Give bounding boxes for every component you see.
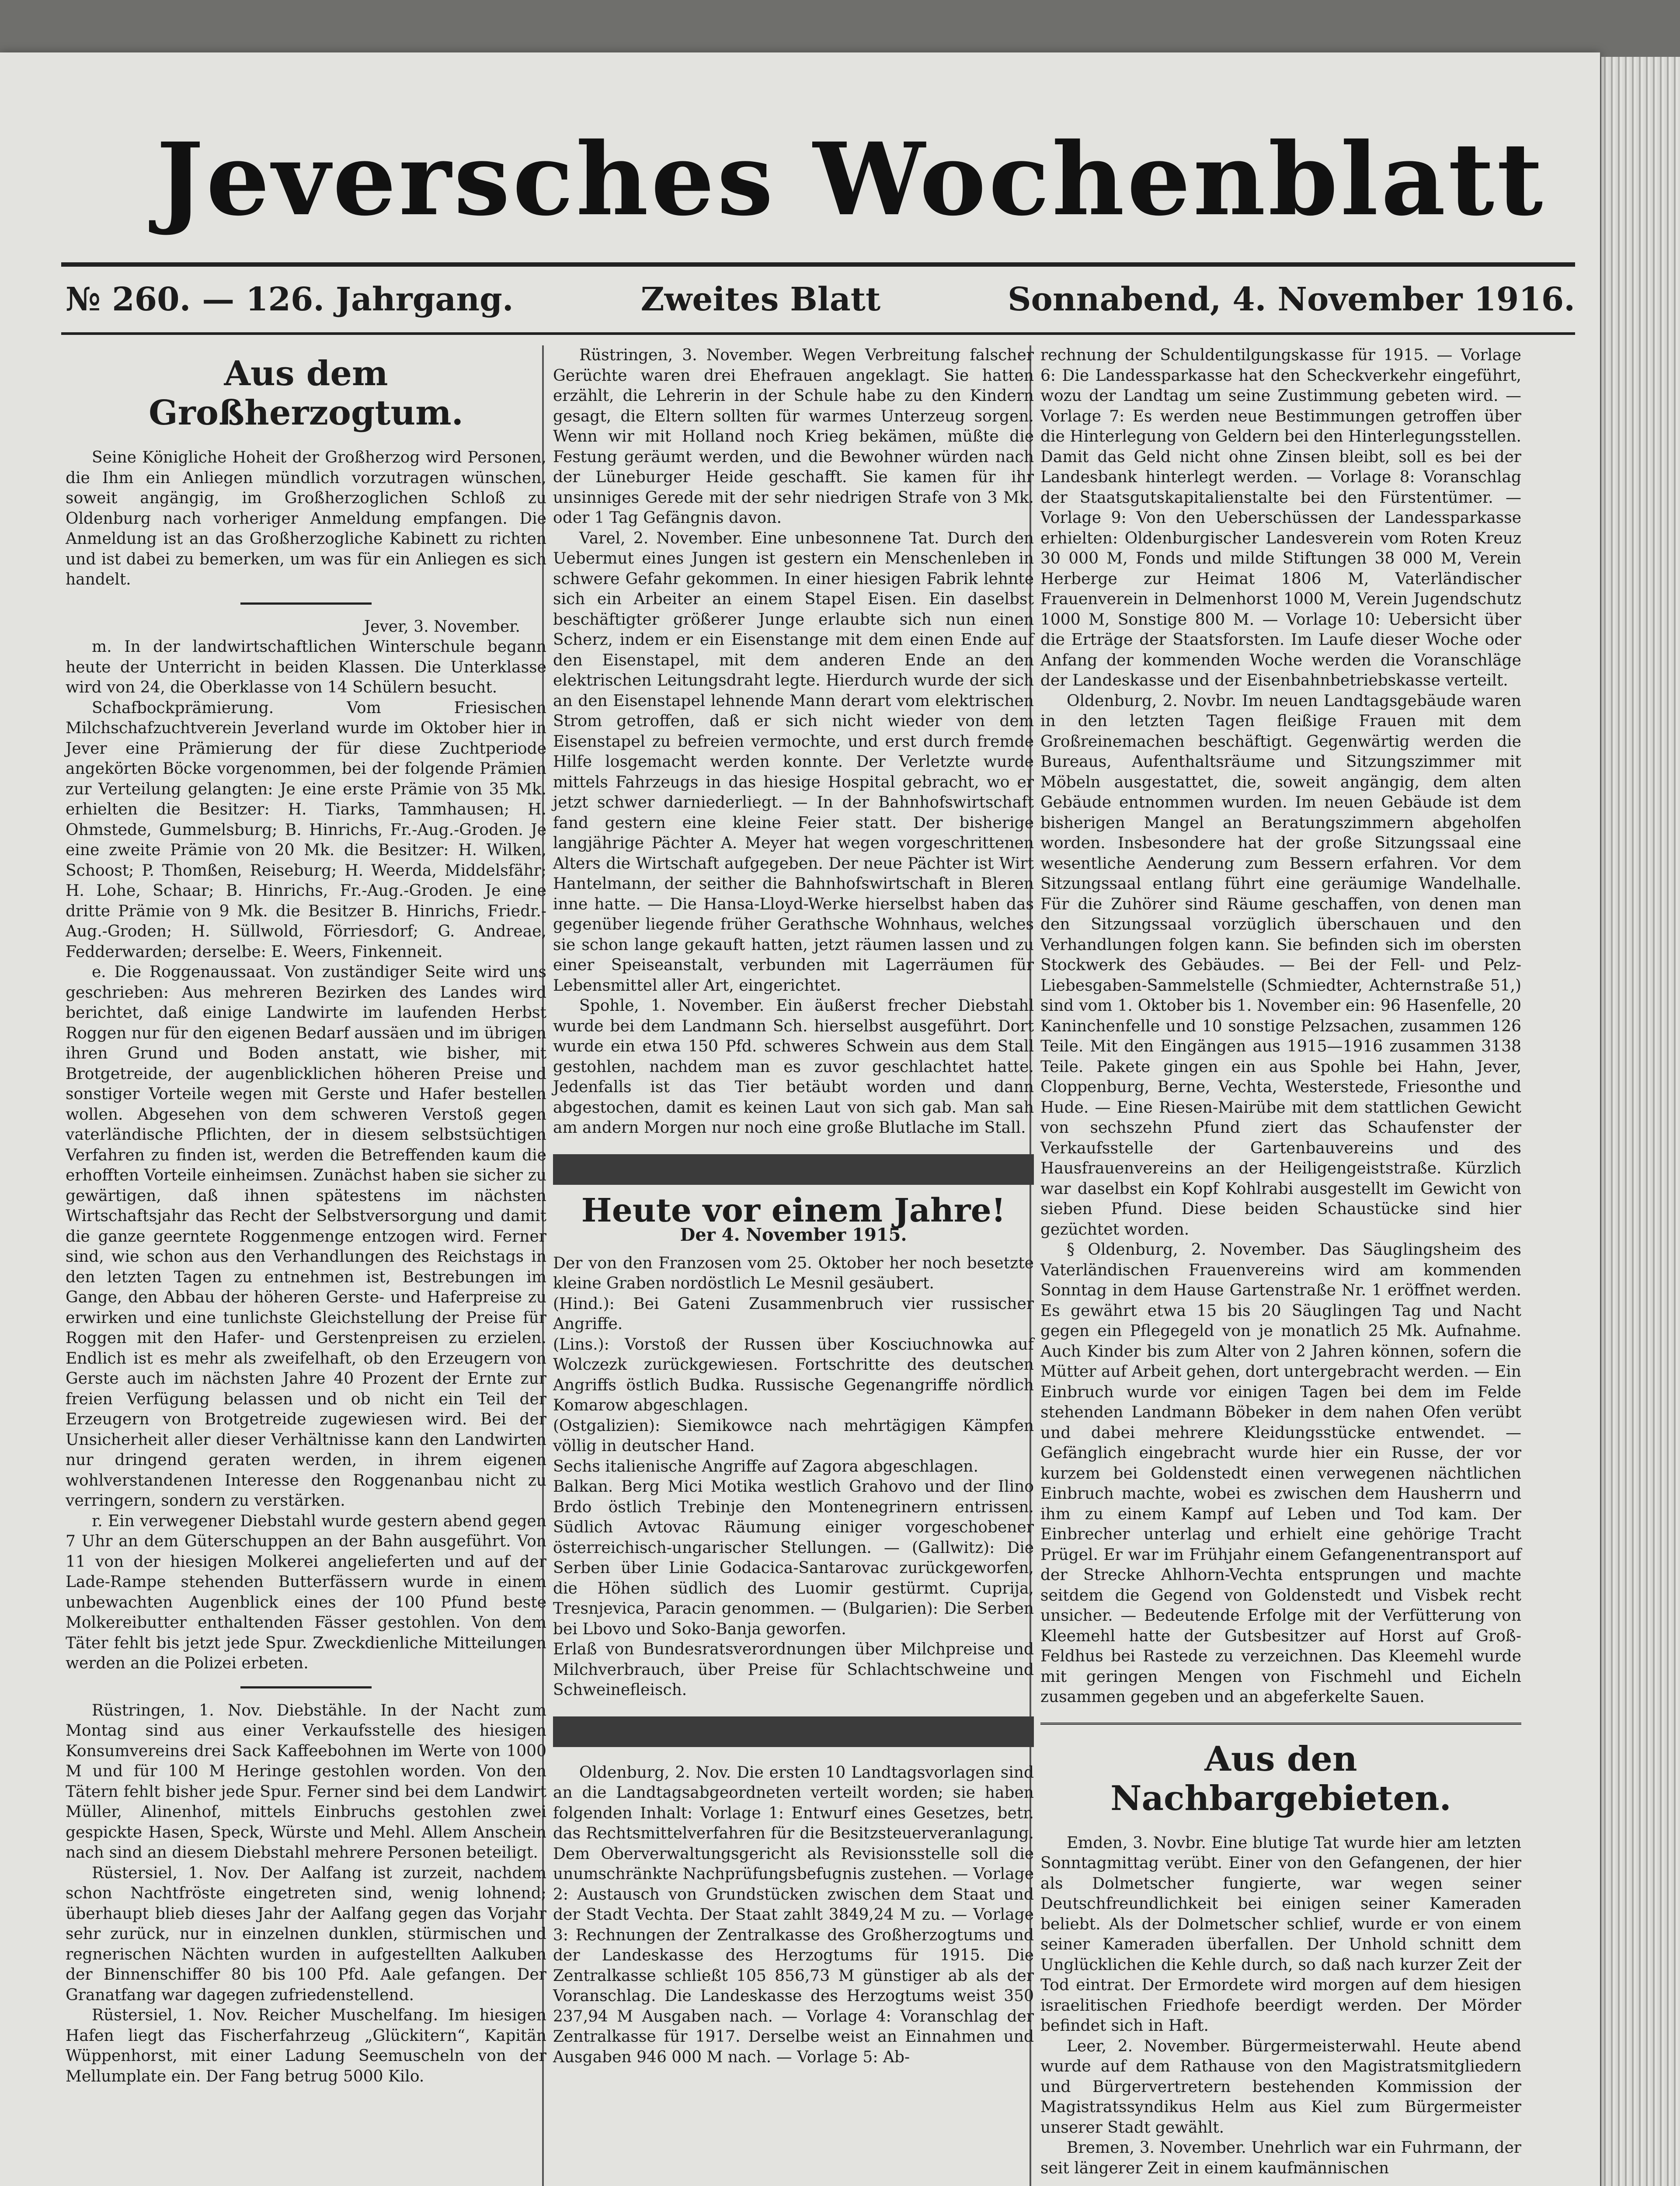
article-paragraph: Oldenburg, 2. Novbr. Im neuen Landtagsgebäude waren in den letzten Tagen fleißige Frauen mit dem Großreinemachen beschäftigt. Gegenwärtig werden die Bureaus, Aufenthaltsräume und Sitzungszimmer mit Möbeln ausgestattet, die, soweit angängig, dem alten Gebäude entnommen wurden. Im neuen Gebäude ist dem bisherigen Mangel an Beratungszimmern abgeholfen worden. Insbesondere hat der große Sitzungssaal eine wesentliche Aenderung zum Bessern erfahren. Vor dem Sitzungssaal entlang führt eine geräumige Wandelhalle. Für die Zuhörer sind Räume geschaffen, von denen man den Sitzungssaal vorzüglich überschauen und den Verhandlungen folgen kann. Sie befinden sich im obersten Stockwerk des Gebäudes. — Bei der Fell- und Pelz-Liebesgaben-Sammelstelle (Schmiedter, Achternstraße 51,) sind vom 1. Oktober bis 1. November ein: 96 Hasenfelle, 20 Kaninchenfelle und 10 sonstige Pelzsachen, zusammen 126 Teile. Mit den Eingängen aus 1915—1916 zusammen 3138 Teile. Pakete gingen ein aus Spohle bei Hahn, Jever, Cloppenburg, Berne, Vechta, Westerstede, Friesonthe und Hude. — Eine Riesen-Mairübe mit dem stattlichen Gewicht von sechszehn Pfund ziert das Schaufenster der Verkaufsstelle der Gartenbauvereins und des Hausfrauenvereins an der Heiligengeiststraße. Kürzlich war daselbst ein Kopf Kohlrabi ausgestellt im Gewicht von sieben Pfund. Diese beiden Schaustücke sind hier gezüchtet worden. [1040,692,1521,1239]
heute-vor-einem-jahre-heading: Heute vor einem Jahre! [581,1191,1006,1229]
chronicle-entry: (Hind.): Bei Gateni Zusammenbruch vier russischer Angriffe. [553,1295,1034,1333]
article-paragraph: Schafbockprämierung. Vom Friesischen Milchschafzuchtverein Jeverland wurde im Oktober hier in Jever eine Prämierung der für diese Zuchtperiode angekörten Böcke vorgenommen, bei der folgende Prämien zur Verteilung gelangten: Je eine erste Prämie von 35 Mk. erhielten die Besitzer: H. Tiarks, Tammhausen; H. Ohmstede, Gummelsburg; B. Hinrichs, Fr.-Aug.-Groden. Je eine zweite Prämie von 20 Mk. die Besitzer: H. Wilken, Schoost; P. Thomßen, Reiseburg; H. Weerda, Middelsfähr; H. Lohe, Schaar; B. Hinrichs, Fr.-Aug.-Groden. Je eine dritte Prämie von 9 Mk. die Besitzer B. Hinrichs, Friedr.-Aug.-Groden; H. Süllwold, Förriesdorf; G. Andreae, Fedderwarden; derselbe: E. Weers, Finkenneit. [66,699,546,961]
chronicle-entry: Erlaß von Bundesratsverordnungen über Milchpreise und Milchverbrauch, über Preise für Schlachtschweine und Schweinefleisch. [553,1640,1034,1699]
chronicle-entry: Sechs italienische Angriffe auf Zagora abgeschlagen. [553,1457,978,1476]
chronicle-entry: (Ostgalizien): Siemikowce nach mehrtägigen Kämpfen völlig in deutscher Hand. [553,1417,1034,1455]
article-paragraph: e. Die Roggenaussaat. Von zuständiger Seite wird uns geschrieben: Aus mehreren Bezirken des Landes wird berichtet, daß einige Landwirte im laufenden Herbst Roggen nur für den eigenen Bedarf aussäen und im übrigen ihren Grund und Boden anstatt, wie bisher, mit Brotgetreide, der augenblicklichen höheren Preise und sonstiger Vorteile wegen mit Gerste und Hafer bestellen wollen. Abgesehen von dem schweren Verstoß gegen vaterländische Pflichten, der in diesem selbstsüchtigen Verfahren zu finden ist, werden die Betreffenden kaum die erhofften Vorteile einheimsen. Zunächst haben sie sicher zu gewärtigen, daß ihnen spätestens im nächsten Wirtschaftsjahr das Recht der Selbstversorgung und damit die ganze geerntete Roggenmenge entzogen wird. Ferner sind, wie schon aus den Verhandlungen des Reichstags in den letzten Tagen zu entnehmen ist, Bestrebungen im Gange, den Abbau der höheren Gerste- und Haferpreise zu erwirken und eine tunlichste Gleichstellung der Preise für Roggen mit den Hafer- und Gerstenpreisen zu erzielen. Endlich ist es mehr als zweifelhaft, ob den Erzeugern von Gerste auch im nächsten Jahre 40 Prozent der Ernte zur freien Verfügung belassen und ob nicht ein Teil der Erzeugern von Brotgetreide zugewiesen wird. Bei der Unsicherheit aller dieser Verhältnisse kann den Landwirten nur dringend geraten werden, in ihrem eigenen wohlverstandenen Interesse den Roggenanbau nicht zu verringern, sondern zu verstärken. [66,963,546,1510]
masthead [66,87,1636,271]
article-paragraph: m. In der landwirtschaftlichen Winterschule begann heute der Unterricht in beiden Klassen. Die Unterklasse wird von 24, die Oberklasse von 14 Schülern besucht. [66,638,546,696]
dateline: Jever, 3. November. [364,617,520,636]
issue-info-row [66,267,1575,332]
masthead-bottom-rule [61,332,1575,335]
article-paragraph: Seine Königliche Hoheit der Großherzog wird Personen, die Ihm ein Anliegen mündlich vorzutragen wünschen, soweit angängig, im Großherzoglichen Schloß zu Oldenburg nach vorheriger Anmeldung empfangen. Die Anmeldung ist an das Großherzogliche Kabinett zu richten und ist dabei zu bemerken, um was für ein Anliegen es sich handelt. [66,449,546,588]
article-paragraph: r. Ein verwegener Diebstahl wurde gestern abend gegen 7 Uhr an dem Güterschuppen an der Bahn ausgeführt. Von 11 von der hiesigen Molkerei angelieferten und auf der Lade-Rampe stehenden Butterfässern wurde in einem unbewachten Augenblick eines der 100 Pfund beste Molkereibutter enthaltenden Fässer gestohlen. Von dem Täter fehlt bis jetzt jede Spur. Zweckdienliche Mitteilungen werden an die Polizei erbeten. [66,1512,546,1672]
column-right [1040,345,1521,2179]
column-left [66,345,546,2087]
separator [240,602,372,605]
article-paragraph: Rüstersiel, 1. Nov. Der Aalfang ist zurzeit, nachdem schon Nachtfröste eingetreten sind, wenig lohnend; überhaupt blieb dieses Jahr der Aalfang gegen das Vorjahr sehr zurück, nur in einzelnen dunklen, stürmischen und regnerischen Nächten wurden in aufgestellten Aalkuben der Binnenschiffer 80 bis 100 Pfd. Aale gefangen. Der Granatfang war dagegen zufriedenstellend. [66,1864,546,2004]
section-label: Zweites Blatt [640,281,881,318]
chronicle-entry: Der von den Franzosen vom 25. Oktober her noch besetzte kleine Graben nordöstlich Le Mesnil gesäubert. [553,1254,1034,1292]
article-paragraph: Rüstersiel, 1. Nov. Reicher Muschelfang. Im hiesigen Hafen liegt das Fischerfahrzeug „Glückitern“, Kapitän Wüppenhorst, mit einer Ladung Seemuscheln von der Mellumplate ein. Der Fang betrug 5000 Kilo. [66,2006,546,2085]
issue-date: Sonnabend, 4. November 1916. [1008,281,1575,318]
section-heading: Aus den Nachbargebieten. [1110,1739,1451,1818]
article-paragraph: Varel, 2. November. Eine unbesonnene Tat. Durch den Uebermut eines Jungen ist gestern ein Menschenleben in schwere Gefahr gekommen. In einer hiesigen Fabrik lehnte sich ein Arbeiter an einem Stapel Eisen. Ein daselbst beschäftigter größerer Junge erlaubte sich nun einen Scherz, indem er ein Eisenstange mit dem einen Ende auf den Eisenstapel, mit dem anderen Ende an den elektrischen Leitungsdraht legte. Hierdurch wurde der sich an den Eisenstapel lehnende Mann derart vom elektrischen Strom getroffen, daß er sich nicht wieder von dem Eisenstapel zu befreien vermochte, und erst durch fremde Hilfe losgemacht werden konnte. Der Verletzte wurde mittels Fahrzeugs in das hiesige Hospital gebracht, wo er jetzt schwer darniederliegt. — In der Bahnhofswirtschaft fand gestern eine kleine Feier statt. Der bisherige langjährige Pächter A. Meyer hat wegen vorgeschrittenen Alters die Wirtschaft aufgegeben. Der neue Pächter ist Wirt Hantelmann, der seither die Bahnhofswirtschaft in Bleren inne hatte. — Die Hansa-Lloyd-Werke hierselbst haben das gegenüber liegende früher Gerathsche Wohnhaus, welches sie schon lange gekauft hatten, jetzt räumen lassen und zu einer Speiseanstalt, verbunden mit Lagerräumen für Lebensmittel aller Art, eingerichtet. [553,529,1034,995]
article-paragraph: Bremen, 3. November. Unehrlich war ein Fuhrmann, der seit längerer Zeit in einem kaufmännischen [1040,2139,1521,2177]
article-paragraph: Rüstringen, 1. Nov. Diebstähle. In der Nacht zum Montag sind aus einer Verkaufsstelle des hiesigen Konsumvereins drei Sack Kaffeebohnen im Werte von 1000 M und für 100 M Heringe gestohlen worden. Von den Tätern fehlt bisher jede Spur. Ferner sind bei dem Landwirt Müller, Alinenhof, mittels Einbruchs gestohlen zwei gespickte Hasen, Speck, Würste und Mehl. Allem Anschein nach sind an diesem Diebstahl mehrere Personen beteiligt. [66,1701,546,1862]
article-paragraph: Emden, 3. Novbr. Eine blutige Tat wurde hier am letzten Sonntagmittag verübt. Einer von den Gefangenen, der hier als Dolmetscher fungierte, war wegen seiner Deutschfreundlichkeit bei einigen seiner Kameraden beliebt. Als der Dolmetscher schlief, wurde er von einem seiner Kameraden überfallen. Der Unhold schnitt dem Unglücklichen die Kehle durch, so daß nach kurzer Zeit der Tod eintrat. Der Ermordete wird morgen auf dem hiesigen israelitischen Friedhofe beerdigt werden. Der Mörder befindet sich in Haft. [1040,1834,1521,2035]
article-paragraph: Rüstringen, 3. November. Wegen Verbreitung falscher Gerüchte waren drei Ehefrauen angeklagt. Sie hatten erzählt, die Lehrerin in der Schule habe zu den Kindern gesagt, die Eltern sollten für warmes Unterzeug sorgen. Wenn wir mit Holland noch Krieg bekämen, müßte die Festung geräumt werden, und die Bewohner würden nach der Lüneburger Heide geschafft. Sie kamen für ihr unsinniges Gerede mit der sehr niedrigen Strafe von 3 Mk. oder 1 Tag Gefängnis davon. [553,346,1034,527]
dark-separator-band [553,1716,1034,1747]
article-paragraph: Spohle, 1. November. Ein äußerst frecher Diebstahl wurde bei dem Landmann Sch. hierselbst ausgeführt. Dort wurde ein etwa 150 Pfd. schweres Schwein aus dem Stall gestohlen, nachdem man es zuvor geschlachtet hatte. Jedenfalls ist das Tier betäubt worden und dann abgestochen, damit es keinen Laut von sich gab. Man sah am andern Morgen nur noch eine große Blutlache im Stall. [553,997,1034,1137]
dark-separator-band [553,1154,1034,1185]
column-middle [553,345,1034,2068]
issue-number: № 260. — 126. Jahrgang. [66,281,514,318]
section-heading: Aus dem Großherzogtum. [149,354,463,433]
separator [240,1686,372,1688]
chronicle-entry: (Lins.): Vorstoß der Russen über Kosciuchnowka auf Wolczezk zurückgewiesen. Fortschritte des deutschen Angriffs östlich Budka. Russische Gegenangriffe nördlich Komarow abgeschlagen. [553,1335,1034,1414]
heute-date: Der 4. November 1915. [680,1225,907,1245]
book-page-edges [1601,57,1680,2186]
separator [1040,1723,1521,1725]
article-paragraph: § Oldenburg, 2. November. Das Säuglingsheim des Vaterländischen Frauenvereins wird am kommenden Sonntag in dem Hause Gartenstraße Nr. 1 eröffnet werden. Es gewährt etwa 15 bis 20 Säuglingen Tag und Nacht gegen ein Pflegegeld von je monatlich 25 Mk. Aufnahme. Auch Kinder bis zum Alter von 2 Jahren können, sofern die Mütter auf Arbeit gehen, dort untergebracht werden. — Ein Einbruch wurde vor einigen Tagen bei dem im Felde stehenden Landmann Böbeker in dem nahen Ofen verübt und dabei mehrere Kleidungsstücke entwendet. — Gefänglich eingebracht wurde hier ein Russe, der vor kurzem bei Goldenstedt einen verwegenen nächtlichen Einbruch machte, wobei es zwischen dem Hausherrn und ihm zu einem Kampf auf Leben und Tod kam. Der Einbrecher unterlag und erhielt eine gehörige Tracht Prügel. Er war im Frühjahr einem Gefangenentransport auf der Strecke Ahlhorn-Vechta entsprungen und machte seitdem die Gegend von Goldenstedt und Visbek recht unsicher. — Bedeutende Erfolge mit der Verfütterung von Kleemehl hatte der Gutsbesitzer auf Horst auf Groß-Feldhus bei Rastede zu verzeichnen. Das Kleemehl wurde mit geringen Mengen von Fischmehl und Eicheln zusammen gegeben und an abgeferkelte Sauen. [1040,1241,1521,1706]
chronicle-entry: Balkan. Berg Mici Motika westlich Grahovo und der Ilino Brdo östlich Trebinje den Montenegrinern entrissen. Südlich Avtovac Räumung einiger vorgeschobener österreichisch-ungarischer Stellungen. — (Gallwitz): Die Serben über Linie Godacica-Santarovac zurückgeworfen, die Höhen südlich des Luomir gestürmt. Cuprija, Tresnjevica, Paracin genommen. — (Bulgarien): Die Serben bei Lbovo und Soko-Banja geworfen. [553,1478,1034,1638]
masthead-top-rule [61,262,1575,267]
article-paragraph: Oldenburg, 2. Nov. Die ersten 10 Landtagsvorlagen sind an die Landtagsabgeordneten verteilt worden; sie haben folgenden Inhalt: Vorlage 1: Entwurf eines Gesetzes, betr. das Rechtsmittelverfahren für die Besitzsteuerveranlagung. Dem Oberverwaltungsgericht als Revisionsstelle soll die unumschränkte Nachprüfungsbefugnis zustehen. — Vorlage 2: Austausch von Grundstücken zwischen dem Staat und der Stadt Vechta. Der Staat zahlt 3849,24 M zu. — Vorlage 3: Rechnungen der Zentralkasse des Großherzogtums und der Landeskasse des Herzogtums für 1915. Die Zentralkasse schließt 105 856,73 M günstiger ab als der Voranschlag. Die Landeskasse des Herzogtums weist 350 237,94 M Ausgaben nach. — Vorlage 4: Voranschlag der Zentralkasse für 1917. Derselbe weist an Einnahmen und Ausgaben 946 000 M nach. — Vorlage 5: Ab- [553,1763,1034,2066]
article-paragraph: Leer, 2. November. Bürgermeisterwahl. Heute abend wurde auf dem Rathause von den Magistratsmitgliedern und Bürgervertretern bestehenden Kommission der Magistratssyndikus Helm aus Kiel zum Bürgermeister unserer Stadt gewählt. [1040,2037,1521,2137]
article-paragraph: rechnung der Schuldentilgungskasse für 1915. — Vorlage 6: Die Landessparkasse hat den Scheckverkehr eingeführt, wozu der Landtag um seine Zustimmung gebeten wird. — Vorlage 7: Es werden neue Bestimmungen getroffen über die Hinterlegung von Geldern bei den Hinterlegungsstellen. Damit das Geld nicht ohne Zinsen bleibt, soll es bei der Landesbank hinterlegt werden. — Vorlage 8: Voranschlag der Staatsgutskapitalienstalte bei den Fürstentümer. — Vorlage 9: Von den Ueberschüssen der Landessparkasse erhielten: Oldenburgischer Landesverein vom Roten Kreuz 30 000 M, Fonds und milde Stiftungen 38 000 M, Verein Herberge zur Heimat 1806 M, Vaterländischer Frauenverein in Delmenhorst 1000 M, Verein Jugendschutz 1000 M, Sonstige 800 M. — Vorlage 10: Uebersicht über die Erträge der Staatsforsten. Im Laufe dieser Woche oder Anfang der kommenden Woche werden die Voranschläge der Landeskasse und der Eisenbahnbetriebskasse verteilt. [1040,346,1521,689]
newspaper-title: Jeversches Wochenblatt [156,121,1546,238]
